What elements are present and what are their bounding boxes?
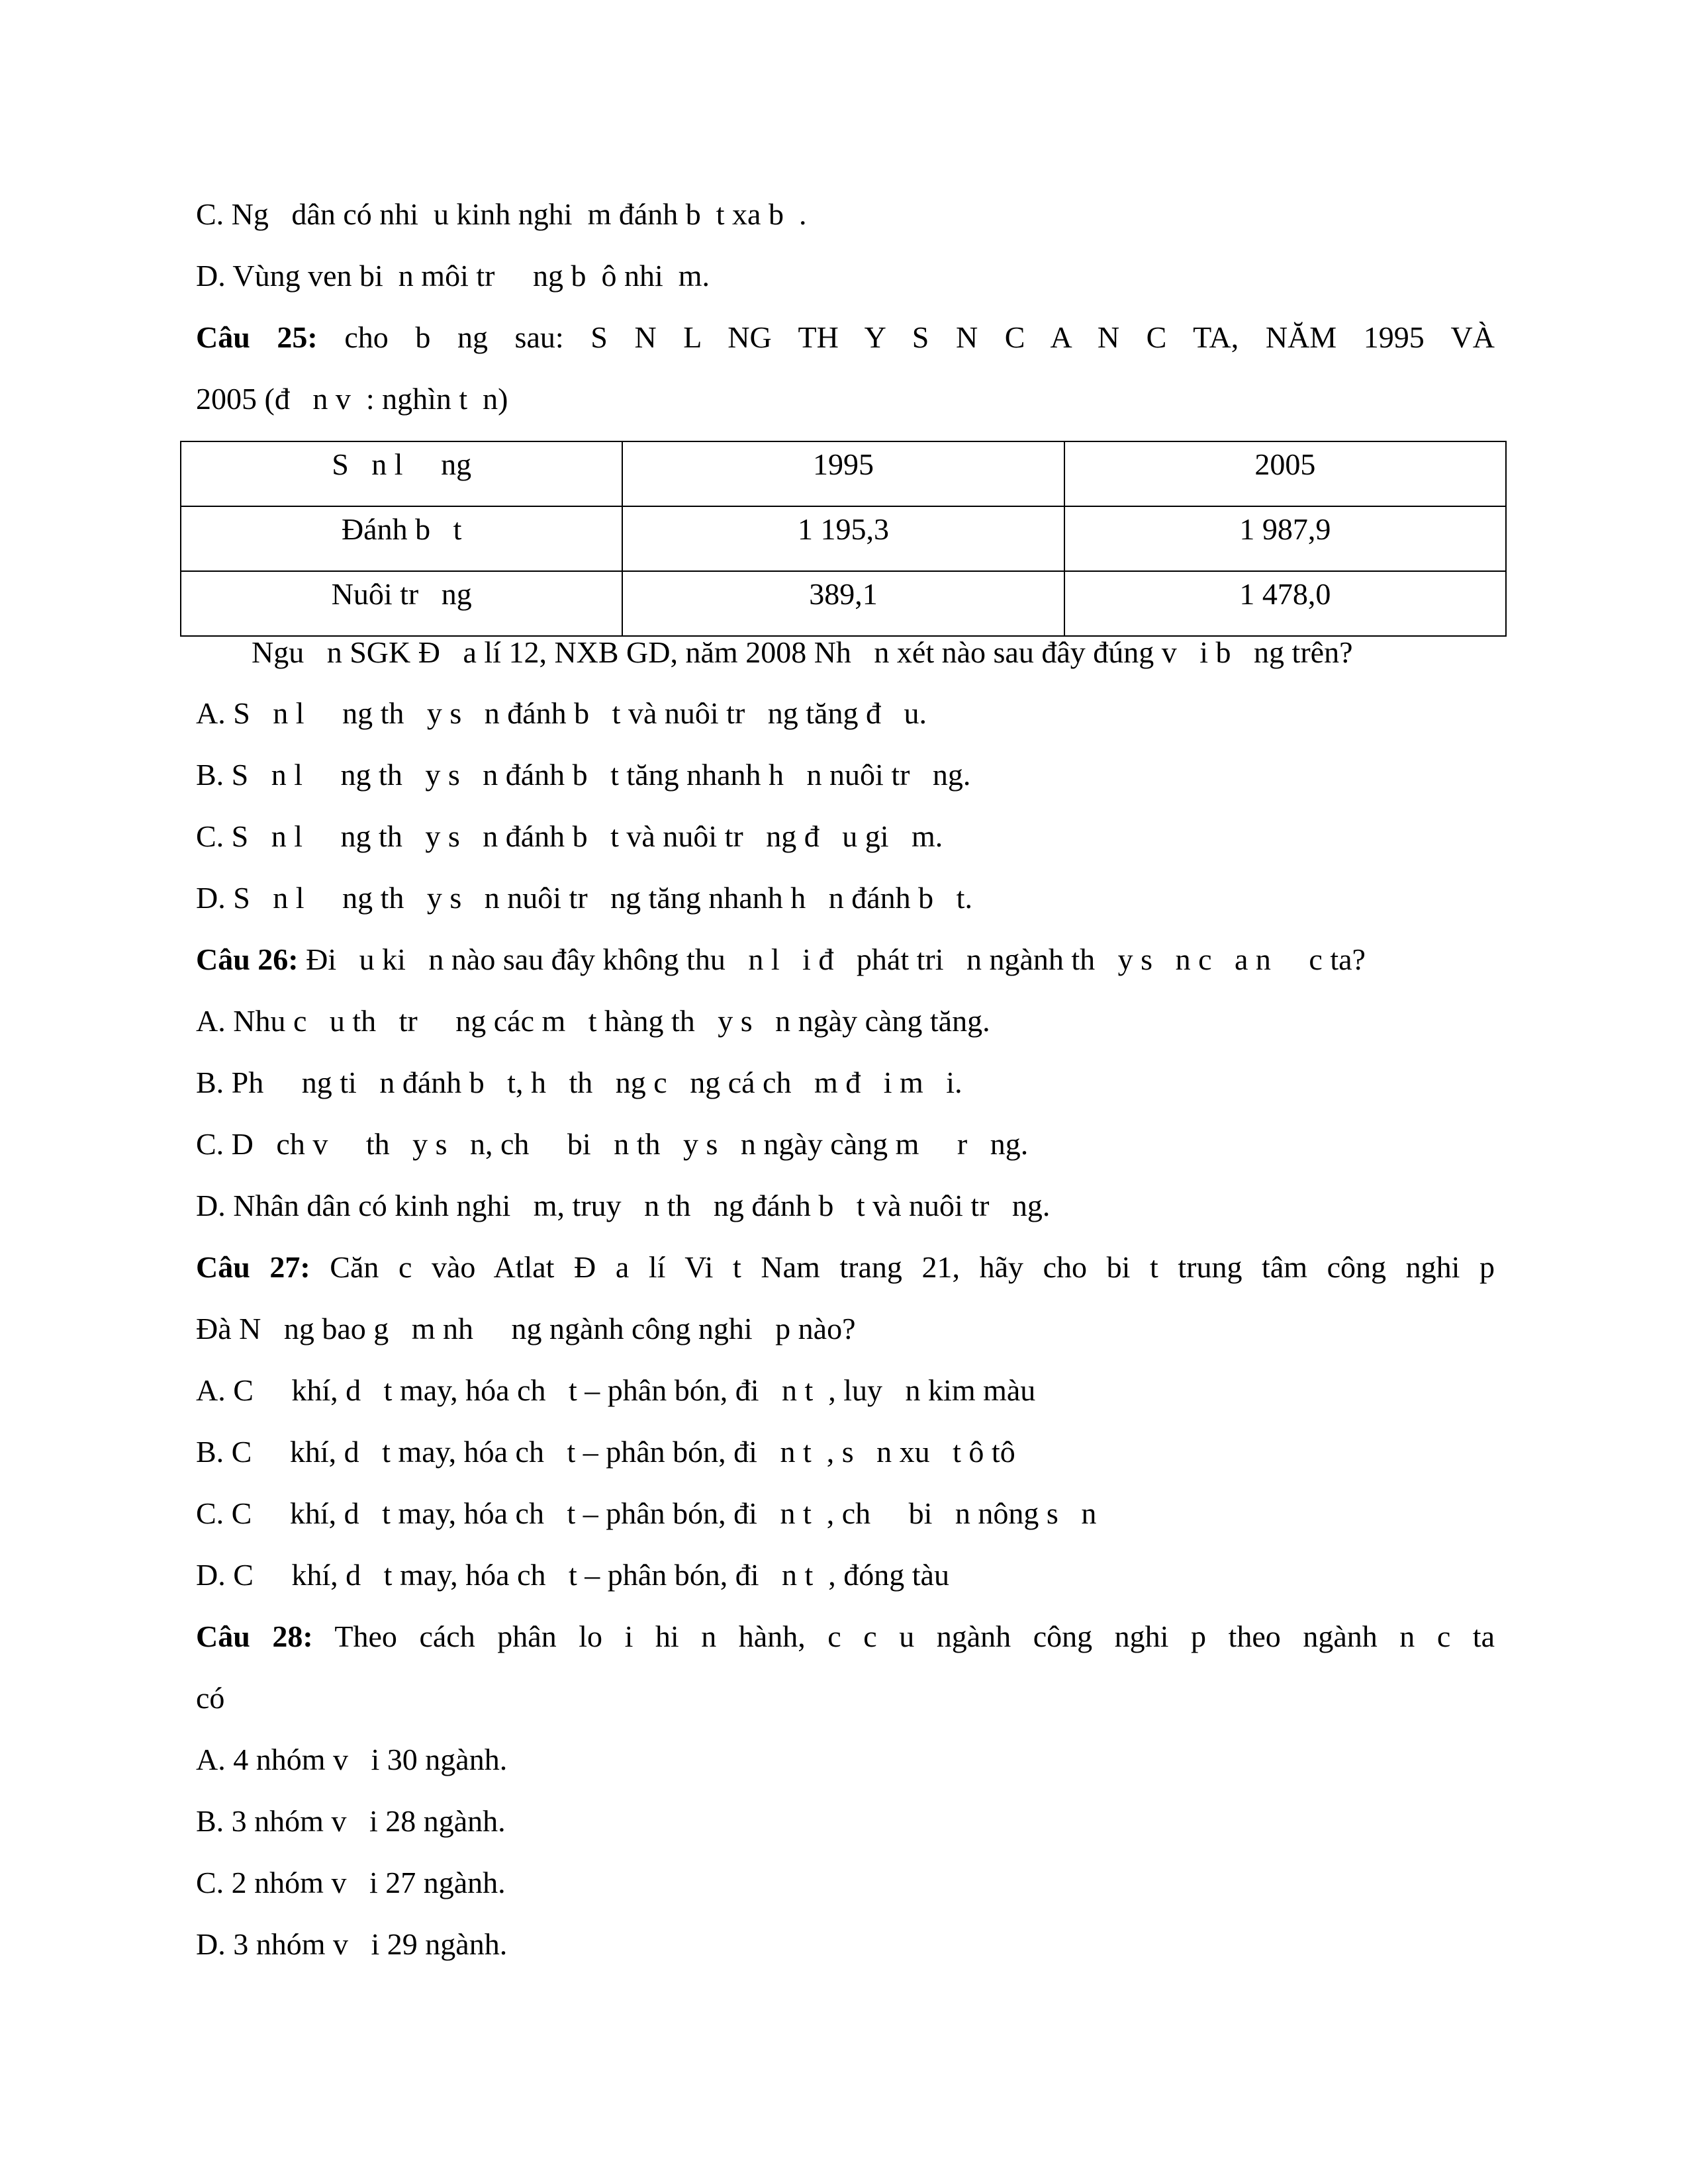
q27-option-c: C. C khí, d t may, hóa ch t – phân bón, đi n t , ch bi n nông s n — [196, 1496, 1097, 1530]
q26-option-a: A. Nhu c u th tr ng các m t hàng th y s n ngày càng tăng. — [196, 1004, 990, 1038]
q28-question — [196, 1618, 1495, 1655]
q25-option-a: A. S n l ng th y s n đánh b t và nuôi tr ng tăng đ u. — [196, 696, 927, 730]
table-cell: 1 478,0 — [1064, 571, 1506, 636]
table-source-note: Ngu n SGK Đ a lí 12, NXB GD, năm 2008 Nh n xét nào sau đây đúng v i b ng trên? — [252, 635, 1353, 669]
table-header-cell: S n l ng — [181, 441, 622, 506]
q27-question-cont: Đà N ng bao g m nh ng ngành công nghi p nào? — [196, 1312, 856, 1345]
q25-question-cont: 2005 (đ n v : nghìn t n) — [196, 382, 508, 416]
q25-question — [196, 319, 1495, 356]
q28-text: Theo cách phân lo i hi n hành, c c u ngành công nghi p theo ngành n c ta — [312, 1619, 1495, 1653]
table-cell: Nuôi tr ng — [181, 571, 622, 636]
table-cell: 1 195,3 — [622, 506, 1064, 571]
q28-option-b: B. 3 nhóm v i 28 ngành. — [196, 1804, 506, 1838]
q25-option-d: D. S n l ng th y s n nuôi tr ng tăng nhanh h n đánh b t. — [196, 881, 972, 915]
table-row — [181, 571, 1506, 636]
table-header-cell: 1995 — [622, 441, 1064, 506]
q27-question — [196, 1249, 1495, 1286]
q28-option-c: C. 2 nhóm v i 27 ngành. — [196, 1866, 506, 1899]
table-cell: Đánh b t — [181, 506, 622, 571]
q27-text: Căn c vào Atlat Đ a lí Vi t Nam trang 21, hãy cho bi t trung tâm công nghi p — [310, 1250, 1495, 1284]
table-row — [181, 506, 1506, 571]
production-table — [180, 441, 1507, 637]
q25-label: Câu 25: — [196, 320, 318, 354]
q27-option-b: B. C khí, d t may, hóa ch t – phân bón, đi n t , s n xu t ô tô — [196, 1435, 1015, 1469]
q26-option-b: B. Ph ng ti n đánh b t, h th ng c ng cá ch m đ i m i. — [196, 1066, 962, 1099]
q26-option-c: C. D ch v th y s n, ch bi n th y s n ngày càng m r ng. — [196, 1127, 1029, 1161]
q28-option-a: A. 4 nhóm v i 30 ngành. — [196, 1743, 508, 1776]
q26-label: Câu 26: — [196, 942, 299, 976]
q24-option-d: D. Vùng ven bi n môi tr ng b ô nhi m. — [196, 259, 710, 293]
q25-text: cho b ng sau: S N L NG TH Y S N C A N C TA, NĂM 1995 VÀ — [317, 320, 1495, 354]
q28-option-d: D. 3 nhóm v i 29 ngành. — [196, 1927, 508, 1961]
q28-question-cont: có — [196, 1681, 225, 1715]
q26-option-d: D. Nhân dân có kinh nghi m, truy n th ng đánh b t và nuôi tr ng. — [196, 1189, 1051, 1222]
q24-option-c: C. Ng dân có nhi u kinh nghi m đánh b t xa b . — [196, 197, 807, 231]
table-cell: 1 987,9 — [1064, 506, 1506, 571]
table-header-row — [181, 441, 1506, 506]
q27-option-d: D. C khí, d t may, hóa ch t – phân bón, đi n t , đóng tàu — [196, 1558, 949, 1592]
table-cell: 389,1 — [622, 571, 1064, 636]
q28-label: Câu 28: — [196, 1619, 313, 1653]
q27-option-a: A. C khí, d t may, hóa ch t – phân bón, đi n t , luy n kim màu — [196, 1373, 1036, 1407]
q26-text: Đi u ki n nào sau đây không thu n l i đ phát tri n ngành th y s n c a n c ta? — [298, 942, 1366, 976]
q25-option-b: B. S n l ng th y s n đánh b t tăng nhanh h n nuôi tr ng. — [196, 758, 971, 792]
q26-question — [196, 941, 1366, 978]
table-header-cell: 2005 — [1064, 441, 1506, 506]
q27-label: Câu 27: — [196, 1250, 310, 1284]
q25-option-c: C. S n l ng th y s n đánh b t và nuôi tr ng đ u gi m. — [196, 819, 943, 853]
